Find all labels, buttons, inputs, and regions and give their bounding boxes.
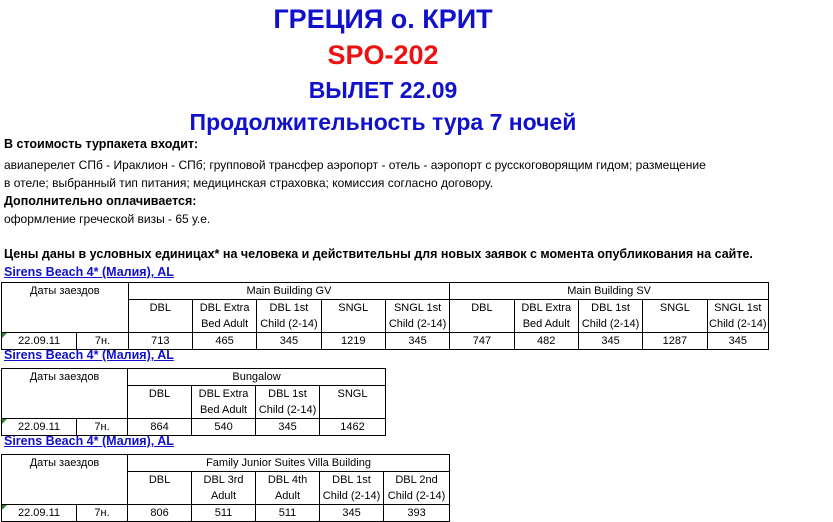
column-header-line-1: DBL: [149, 302, 171, 314]
column-header: [256, 386, 320, 419]
column-header-line-2: [322, 316, 385, 332]
column-header-line-2: Adult: [210, 490, 237, 502]
date-header: Даты заездов: [2, 369, 128, 419]
hotel-link[interactable]: Sirens Beach 4* (Малия), AL: [4, 348, 174, 362]
column-header-line-2: Child (2-14): [581, 318, 640, 330]
column-header-line-2: Child (2-14): [387, 490, 446, 502]
column-header-line-1: SNGL: [338, 302, 369, 314]
date-header: Даты заездов: [2, 455, 128, 505]
column-header-line-1: DBL: [471, 302, 493, 314]
room-group-header: Main Building SV: [450, 283, 769, 300]
column-header-line-1: DBL 3rd: [203, 474, 244, 486]
column-header: [385, 300, 449, 333]
column-header: [320, 472, 384, 505]
column-header-line-2: [450, 316, 513, 332]
price-cell: 511: [256, 505, 320, 522]
column-header: [643, 300, 707, 333]
column-header-line-2: [129, 316, 192, 332]
column-header-line-2: Child (2-14): [322, 490, 381, 502]
arrival-date-text: 22.09.11: [18, 335, 61, 347]
price-cell: 864: [128, 419, 192, 436]
column-header: [707, 300, 768, 333]
column-header-line-2: Child (2-14): [388, 318, 447, 330]
column-header-line-1: DBL Extra: [199, 302, 250, 314]
column-header-line-1: DBL: [148, 388, 171, 400]
column-header-line-2: Child (2-14): [260, 318, 318, 330]
column-header-line-1: DBL: [148, 474, 171, 486]
column-header: [320, 386, 386, 419]
nights-count: 7н.: [77, 333, 128, 350]
price-cell: 393: [384, 505, 450, 522]
column-header: [321, 300, 385, 333]
nights-count: 7н.: [77, 419, 128, 436]
column-header-line-2: [128, 402, 191, 418]
tour-duration: Продолжительность тура 7 ночей: [189, 109, 577, 135]
room-group-header: Main Building GV: [128, 283, 450, 300]
price-cell: 345: [707, 333, 768, 350]
room-group-header: Bungalow: [128, 369, 386, 386]
column-header: [192, 300, 256, 333]
extra-line-1: оформление греческой визы - 65 у.е.: [4, 212, 211, 226]
price-cell: 1462: [320, 419, 386, 436]
included-line-1: авиаперелет СПб - Ираклион - СПб; групповой трансфер аэропорт - отель - аэропорт с русскоговорящим гидом; размещение: [4, 158, 706, 172]
price-cell: 540: [192, 419, 256, 436]
column-header: [192, 386, 256, 419]
hotel-link[interactable]: Sirens Beach 4* (Малия), AL: [4, 265, 174, 279]
price-cell: 345: [385, 333, 449, 350]
column-header: [514, 300, 578, 333]
cell-comment-marker: [2, 419, 7, 424]
cell-comment-marker: [2, 333, 7, 338]
price-cell: 345: [257, 333, 321, 350]
price-cell: 482: [514, 333, 578, 350]
column-header: [128, 472, 192, 505]
room-group-header: Family Junior Suites Villa Building: [128, 455, 450, 472]
column-header-line-2: Bed Adult: [199, 404, 248, 416]
price-table-2: [1, 368, 386, 436]
departure-date: ВЫЛЕТ 22.09: [308, 77, 458, 103]
column-header-line-2: Bed Adult: [522, 318, 570, 330]
page-title: ГРЕЦИЯ о. КРИТ: [273, 4, 493, 34]
price-cell: 465: [192, 333, 256, 350]
column-header: [192, 472, 256, 505]
date-header: Даты заездов: [2, 283, 129, 333]
nights-count: 7н.: [77, 505, 128, 522]
price-cell: 345: [320, 505, 384, 522]
column-header-line-2: Adult: [274, 490, 301, 502]
column-header-line-2: [128, 488, 191, 504]
column-header-line-2: Bed Adult: [201, 318, 249, 330]
price-cell: 511: [192, 505, 256, 522]
spo-code: SPO-202: [327, 40, 439, 70]
column-header-line-2: [320, 402, 385, 418]
included-heading: В стоимость турпакета входит:: [4, 137, 199, 151]
column-header-line-1: DBL Extra: [198, 388, 249, 400]
price-cell: 1219: [321, 333, 385, 350]
price-table-3: [1, 454, 450, 522]
price-cell: 806: [128, 505, 192, 522]
column-header-line-1: DBL 1st: [269, 302, 309, 314]
column-header: [256, 472, 320, 505]
cell-comment-marker: [2, 505, 7, 510]
column-header-line-1: DBL 1st: [332, 474, 371, 486]
column-header: [384, 472, 450, 505]
column-header-line-1: DBL 1st: [268, 388, 307, 400]
extra-heading: Дополнительно оплачивается:: [4, 194, 197, 208]
price-cell: 713: [128, 333, 192, 350]
column-header-line-2: Child (2-14): [709, 318, 767, 330]
column-header-line-1: SNGL: [337, 388, 368, 400]
arrival-date-text: 22.09.11: [17, 421, 60, 433]
price-cell: 1287: [643, 333, 707, 350]
column-header: [578, 300, 642, 333]
column-header: [450, 300, 514, 333]
column-header: [128, 386, 192, 419]
column-header-line-1: SNGL: [659, 302, 690, 314]
column-header-line-1: DBL 2nd: [395, 474, 438, 486]
arrival-date-text: 22.09.11: [17, 507, 60, 519]
column-header-line-1: SNGL 1st: [714, 302, 762, 314]
column-header: [257, 300, 321, 333]
column-header-line-1: SNGL 1st: [393, 302, 442, 314]
prices-note: Цены даны в условных единицах* на человека и действительны для новых заявок с момента опубликования на сайте.: [4, 247, 753, 261]
price-cell: 747: [450, 333, 514, 350]
hotel-link[interactable]: Sirens Beach 4* (Малия), AL: [4, 434, 174, 448]
price-cell: 345: [578, 333, 642, 350]
column-header-line-1: DBL Extra: [521, 302, 572, 314]
column-header-line-2: [643, 316, 706, 332]
column-header-line-1: DBL 4th: [267, 474, 308, 486]
column-header-line-2: Child (2-14): [258, 404, 317, 416]
column-header-line-1: DBL 1st: [591, 302, 630, 314]
price-cell: 345: [256, 419, 320, 436]
column-header: [128, 300, 192, 333]
price-table-1: [1, 282, 769, 350]
included-line-2: в отеле; выбранный тип питания; медицинская страховка; комиссия согласно договору.: [4, 176, 494, 190]
